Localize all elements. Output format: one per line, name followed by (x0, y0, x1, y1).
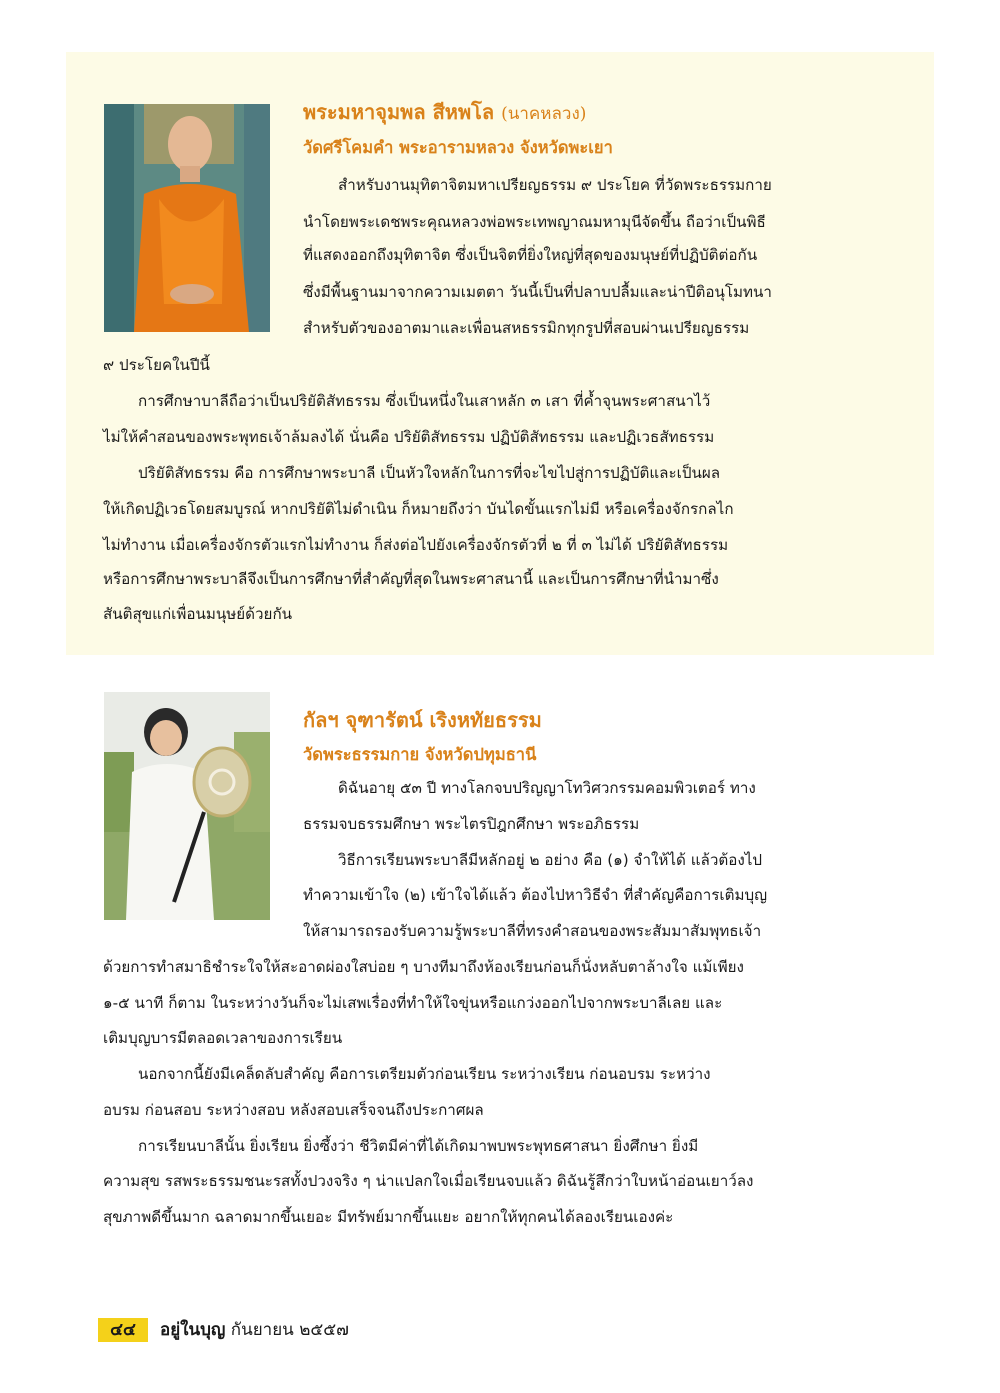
profile2-line: ให้สามารถรองรับความรู้พระบาลีที่ทรงคำสอนของพระสัมมาสัมพุทธเจ้า (303, 922, 762, 940)
profile1-line: ไม่ทำงาน เมื่อเครื่องจักรตัวแรกไม่ทำงาน ก็ส่งต่อไปยังเครื่องจักรตัวที่ ๒ ที่ ๓ ไม่ได้ ปริยัติสัทธรรม (103, 536, 729, 554)
magazine-title (160, 1318, 349, 1342)
profile1-line: สันติสุขแก่เพื่อนมนุษย์ด้วยกัน (103, 605, 293, 623)
profile2-line: เติมบุญบารมีตลอดเวลาของการเรียน (103, 1029, 343, 1047)
issue-date: กันยายน ๒๕๕๗ (230, 1320, 349, 1340)
magazine-name: อยู่ในบุญ (160, 1320, 226, 1340)
profile1-name-note: (นาคหลวง) (501, 104, 587, 124)
profile1-line: สำหรับตัวของอาตมาและเพื่อนสหธรรมิกทุกรูปที่สอบผ่านเปรียญธรรม (303, 319, 750, 337)
monk-photo (104, 104, 270, 332)
profile2-line: วิธีการเรียนพระบาลีมีหลักอยู่ ๒ อย่าง คือ (๑) จำให้ได้ แล้วต้องไป (338, 851, 763, 869)
profile2-line: ๑-๕ นาที ก็ตาม ในระหว่างวันก็จะไม่เสพเรื่องที่ทำให้ใจขุ่นหรือแกว่งออกไปจากพระบาลีเลย และ (103, 994, 723, 1012)
profile2-line: การเรียนบาลีนั้น ยิ่งเรียน ยิ่งซึ้งว่า ชีวิตมีค่าที่ได้เกิดมาพบพระพุทธศาสนา ยิ่งศึกษา ยิ่งมี (138, 1137, 699, 1155)
laywoman-photo (104, 692, 270, 920)
profile1-temple: วัดศรีโคมคำ พระอารามหลวง จังหวัดพะเยา (303, 138, 613, 157)
profile2-temple: วัดพระธรรมกาย จังหวัดปทุมธานี (303, 745, 537, 764)
profile2-line: ความสุข รสพระธรรมชนะรสทั้งปวงจริง ๆ น่าแปลกใจเมื่อเรียนจบแล้ว ดิฉันรู้สึกว่าใบหน้าอ่อนเยาว์ลง (103, 1172, 754, 1190)
profile1-line: หรือการศึกษาพระบาลีจึงเป็นการศึกษาที่สำคัญที่สุดในพระศาสนานี้ และเป็นการศึกษาที่นำมาซึ่ง (103, 570, 719, 588)
profile1-line: ไม่ให้คำสอนของพระพุทธเจ้าล้มลงได้ นั่นคือ ปริยัติสัทธรรม ปฏิบัติสัทธรรม และปฏิเวธสัทธรรม (103, 428, 715, 446)
profile2-name: กัลฯ จุฑารัตน์ เริงหทัยธรรม (303, 708, 542, 732)
profile1-line: การศึกษาบาลีถือว่าเป็นปริยัติสัทธรรม ซึ่งเป็นหนึ่งในเสาหลัก ๓ เสา ที่ค้ำจุนพระศาสนาไว้ (138, 392, 711, 410)
profile1-line: นำโดยพระเดชพระคุณหลวงพ่อพระเทพญาณมหามุนีจัดขึ้น ถือว่าเป็นพิธี (303, 213, 766, 231)
profile2-line: สุขภาพดีขึ้นมาก ฉลาดมากขึ้นเยอะ มีทรัพย์มากขึ้นแยะ อยากให้ทุกคนได้ลองเรียนเองค่ะ (103, 1208, 674, 1226)
profile1-line: ปริยัติสัทธรรม คือ การศึกษาพระบาลี เป็นหัวใจหลักในการที่จะไขไปสู่การปฏิบัติและเป็นผล (138, 464, 721, 482)
profile1-line: ซึ่งมีพื้นฐานมาจากความเมตตา วันนี้เป็นที่ปลาบปลื้มและน่าปีติอนุโมทนา (303, 283, 772, 301)
profile2-line: ด้วยการทำสมาธิชำระใจให้สะอาดผ่องใสบ่อย ๆ บางทีมาถึงห้องเรียนก่อนก็นั่งหลับตาล้างใจ แม้เพียง (103, 958, 744, 976)
profile1-line: สำหรับงานมุทิตาจิตมหาเปรียญธรรม ๙ ประโยค ที่วัดพระธรรมกาย (338, 176, 772, 194)
profile1-line: ให้เกิดปฏิเวธโดยสมบูรณ์ หากปริยัติไม่ดำเนิน ก็หมายถึงว่า บันไดขั้นแรกไม่มี หรือเครื่องจักรกลไก (103, 500, 734, 518)
page-number: ๔๔ (98, 1318, 148, 1342)
profile2-line: อบรม ก่อนสอบ ระหว่างสอบ หลังสอบเสร็จจนถึงประกาศผล (103, 1101, 484, 1119)
profile1-line: ๙ ประโยคในปีนี้ (103, 356, 210, 374)
profile1-name: พระมหาจุมพล สีหพโล (นาคหลวง) (303, 100, 587, 124)
profile2-line: นอกจากนี้ยังมีเคล็ดลับสำคัญ คือการเตรียมตัวก่อนเรียน ระหว่างเรียน ก่อนอบรม ระหว่าง (138, 1065, 711, 1083)
profile2-line: ธรรมจบธรรมศึกษา พระไตรปิฎกศึกษา พระอภิธรรม (303, 815, 640, 833)
profile2-line: ทำความเข้าใจ (๒) เข้าใจได้แล้ว ต้องไปหาวิธีจำ ที่สำคัญคือการเติมบุญ (303, 886, 768, 904)
profile1-line: ที่แสดงออกถึงมุทิตาจิต ซึ่งเป็นจิตที่ยิ่งใหญ่ที่สุดของมนุษย์ที่ปฏิบัติต่อกัน (303, 246, 758, 264)
profile2-line: ดิฉันอายุ ๕๓ ปี ทางโลกจบปริญญาโทวิศวกรรมคอมพิวเตอร์ ทาง (338, 779, 756, 797)
